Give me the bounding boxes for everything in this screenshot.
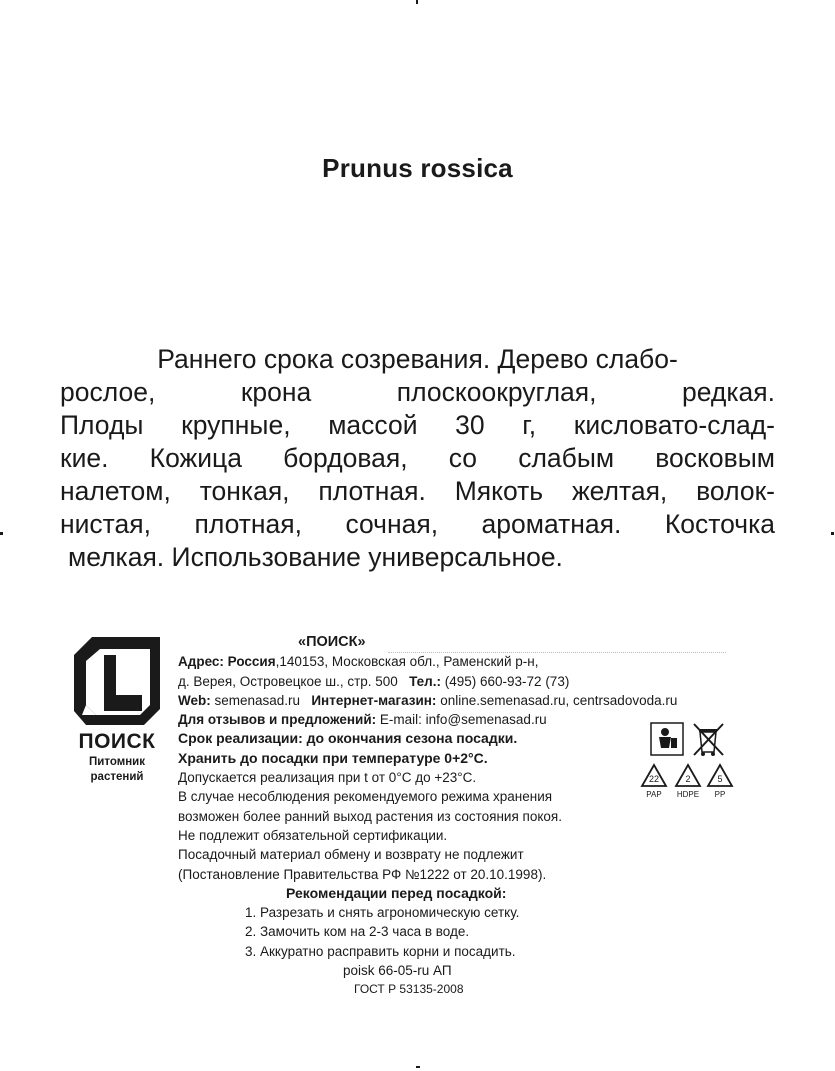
- address-text: д. Верея, Островецкое ш., стр. 500: [178, 673, 398, 689]
- crop-mark-bottom: [416, 1066, 420, 1068]
- no-trash-icon: [690, 720, 726, 758]
- address-text: ,140153, Московская обл., Раменский р-н,: [275, 654, 539, 670]
- recycling-number: 5: [717, 774, 723, 784]
- description-line: Плоды крупные, массой 30 г, кисловато-слад-: [60, 410, 775, 440]
- address-line: [178, 672, 768, 691]
- address-country: Россия: [227, 654, 276, 670]
- gost-standard: ГОСТ Р 53135-2008: [354, 982, 464, 997]
- storage-note: возможен более ранний выход растения из состояния покоя.: [178, 808, 562, 824]
- recycling-pap-icon: [640, 763, 668, 789]
- recycling-label: HDPE: [676, 790, 700, 799]
- storage-note: Допускается реализация при t от 0°С до +23°С.: [178, 770, 477, 786]
- tel-label: Тел.:: [409, 673, 441, 689]
- poisk-logo-icon: [70, 635, 162, 727]
- company-name: «ПОИСК»: [298, 634, 366, 650]
- description-line: рослое, крона плоскоокруглая, редкая.: [60, 377, 775, 407]
- recommendation-item: 3. Аккуратно расправить корни и посадить.: [245, 943, 516, 959]
- variety-description: [60, 343, 775, 574]
- logo-subtitle-line: Питомник: [89, 756, 145, 768]
- recycling-hdpe-icon: [674, 763, 702, 789]
- storage-temperature: Хранить до посадки при температуре 0+2°С.: [178, 749, 488, 766]
- sale-period: Срок реализации: до окончания сезона посадки.: [178, 730, 518, 747]
- nursery-logo: [67, 635, 167, 783]
- species-name: Prunus rossica: [322, 153, 513, 183]
- crop-mark-right: [831, 532, 834, 535]
- crop-mark-top: [416, 0, 418, 4]
- storage-note: В случае несоблюдения рекомендуемого режима хранения: [178, 789, 553, 805]
- recycling-pp-icon: [706, 763, 734, 789]
- logo-name: ПОИСК: [78, 730, 156, 753]
- shop-links[interactable]: online.semenasad.ru, centrsadovoda.ru: [440, 692, 678, 708]
- certification-note: Не подлежит обязательной сертификации.: [178, 827, 448, 843]
- recycling-label: PP: [714, 790, 726, 799]
- logo-subtitle-line: растений: [90, 771, 144, 783]
- crop-mark-left: [0, 532, 3, 535]
- trash-bin-icon: [650, 722, 684, 756]
- company-info: [178, 633, 768, 1000]
- feedback-email[interactable]: E-mail: info@semenasad.ru: [379, 712, 547, 728]
- web-line: [178, 691, 768, 710]
- return-note: Посадочный материал обмену и возврату не подлежит: [178, 847, 524, 863]
- description-line: нистая, плотная, сочная, ароматная. Косточка: [60, 509, 775, 539]
- recommendation-item: 2. Замочить ком на 2-3 часа в воде.: [245, 924, 470, 940]
- address-label: Адрес:: [178, 654, 224, 670]
- recycling-number: 22: [648, 774, 660, 784]
- recycling-number: 2: [685, 774, 691, 784]
- feedback-label: Для отзывов и предложений:: [178, 712, 377, 728]
- description-line: Раннего срока созревания. Дерево слабо-: [157, 344, 678, 374]
- logo-subtitle: [67, 755, 167, 785]
- address-line: [178, 652, 768, 671]
- description-line: налетом, тонкая, плотная. Мякоть желтая, волок-: [60, 476, 775, 506]
- recommendations-title: Рекомендации перед посадкой:: [286, 884, 507, 901]
- product-code: poisk 66-05-ru АП: [343, 963, 452, 979]
- recycling-label: PAP: [646, 790, 662, 799]
- description-line: кие. Кожица бордовая, со слабым восковым: [60, 443, 775, 473]
- shop-label: Интернет-магазин:: [311, 692, 437, 708]
- web-link[interactable]: semenasad.ru: [214, 692, 301, 708]
- return-note: (Постановление Правительства РФ №1222 от 20.10.1998).: [178, 866, 547, 882]
- web-label: Web:: [178, 692, 211, 708]
- description-line: мелкая. Использование универсальное.: [68, 542, 563, 572]
- tel-number[interactable]: (495) 660-93-72 (73): [444, 673, 570, 689]
- recommendation-item: 1. Разрезать и снять агрономическую сетку.: [245, 905, 520, 921]
